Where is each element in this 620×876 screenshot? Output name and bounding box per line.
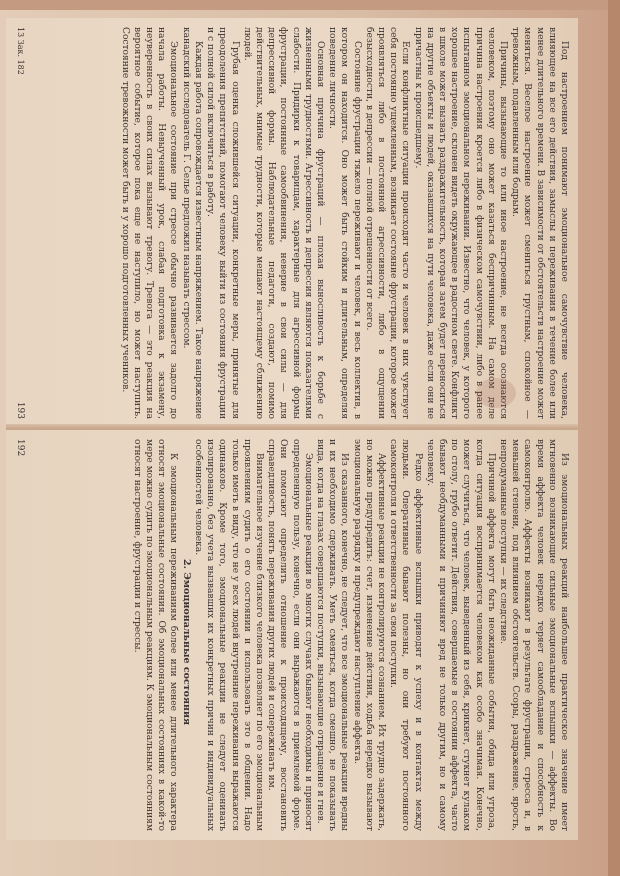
scan-edge-right xyxy=(608,0,620,876)
scan-edge-top xyxy=(0,0,620,10)
section-title: 2. Эмоциональные состояния xyxy=(180,558,192,726)
page-192 xyxy=(6,430,578,840)
paragraph: К эмоциональным переживаниям более или менее длительного характера относят эмоциональные состояния. Об эмоциональных состояниях в какой-то мере можно судить по эмоциональным реакциям. К эмоциональным состояниям относят настроение, фрустрации и стрессы. xyxy=(131,439,179,831)
paragraph: Основная причина фрустраций — плохая выносливость к борьбе с жизненными трудностями. Агрессивность и депрессия являются показателями слабости. Придирки к товарищам, характерные для агрессивной формы фрустрации, постоянные самообвинения, неверие в свои силы — для депрессивной формы. Наблюдательные педагоги, создают, помимо действительных, мнимые трудности, которые мешают настоящему сближению людей. xyxy=(241,27,325,419)
paragraph: Под настроением понимают эмоциональное самочувствие человека, влияющее на все его действия, замыслы и переживания в течение более или менее длительного времени. В зависимости от обстоятельств настроение может меняться. Веселое настроение может смениться грустным, спокойное — тревожным, подавленным или бодрым. xyxy=(510,27,569,419)
paragraph: Грубая оценка сложившейся ситуации, конкретные меры, принятые для преодоления препятствий, помогают человеку выйти из состояния фрустрации и с полной силой включиться в работу. xyxy=(205,27,240,419)
page-193 xyxy=(6,18,578,428)
paragraph: Если конфликтные ситуации происходят часто и человек в них чувствует себя постоянно ущемленным, возникает состояние фрустрации, которое может проявляться либо в постоянной агрессивности, либо в ощущении безысходности, в депрессии — полной отрешенности от всего. xyxy=(363,27,411,419)
page-number: 193 xyxy=(15,401,26,419)
paragraph: Внимательное изучение близкого человека позволяет по его эмоциональным проявлениям судить о его состоянии и использовать это в общении. Надо только иметь в виду, что не у всех людей внутренние переживания выражаются одинаково. Кроме того, эмоциональные реакции не следует оценивать изолированно, без учета вызвавших их конкретных причин и индивидуальных особенностей человека. xyxy=(192,439,264,831)
paragraph: Причины, вызывающие то или иное настроение, не всегда осознаются человеком, поэтому оно может казаться беспричинным. На самом деле причина настроения кроется либо в физическом самочувствии, либо в ранее испытанном эмоциональном переживании. Известно, что человек, у которого хорошее настроение, склонен видеть окружающее в радостном свете. Конфликт в школе может вызвать раздражительность, которая затем будет переноситься на другие объекты и людей, оказавшихся на пути человека, даже если они не причастны к происшедшему. xyxy=(412,27,508,419)
page-192-text xyxy=(14,439,570,831)
paragraph: Редко аффективные вспышки приводят к успеху и в контактах между людьми. Оперативные бывают полезны, но они требуют постоянного самоконтроля и ответственности за свои поступки. xyxy=(388,439,423,831)
page-193-text xyxy=(14,27,570,419)
paragraph: Аффективные реакции не контролируются сознанием. Их трудно задержать, но можно предупредить: счет, изменение действия, ходьба нередко вызывают эмоциональную разрядку и предупреждают наступление аффекта. xyxy=(351,439,386,831)
paper-stain xyxy=(476,378,516,408)
page-footer xyxy=(14,439,28,831)
paragraph: Эмоциональное состояние при стрессе обычно развивается задолго до начала работы. Невыученный урок, слабая подготовка к экзамену, неуверенность в своих силах вызывают тревогу. Тревога — это реакция на вероятное событие, которое пока еще не наступило, но может наступить. Состояние тревожности может быть и у хорошо подготовленных учеников. xyxy=(119,27,179,419)
page-number: 192 xyxy=(15,439,26,457)
paragraph: Состояние фрустрации тяжело переживают и человек, и весь коллектив, в котором он находится. Оно может быть стойким и длительным, определяя поведение личности. xyxy=(327,27,362,419)
paragraph: Каждая работа сопровождается известным напряжением. Такое напряжение канадский исследователь Г. Селье предложил называть стрессом. xyxy=(180,27,203,419)
paragraph: Из сказанного, конечно, не следует, что все эмоциональные реакции вредны и их необходимо сдерживать. Уметь смеяться, когда смешно, не показывать вида, когда на глазах совершаются поступки, вызывающие отвращение и гнев. xyxy=(314,439,350,831)
paragraph: Эмоциональные реакции во многих случаях бывают необходимы и приносят определенную пользу, конечно, если они выражаются в приемлемой форме. Они помогают определить отношение к происходящему, восстановить справедливость, понять переживания других людей и сопереживать им. xyxy=(266,439,313,831)
paragraph: Причиной аффекта могут быть неожиданные события, обида или угроза, когда ситуация воспринимается человеком как особо значимая. Конечно, может случиться, что человек, выведенный из себя, крикнет, стукнет кулаком по столу, грубо ответит. Действия, совершаемые в состоянии аффекта, часто бывают необдуманными и причиняют вред не только другим, но и самому человеку. xyxy=(424,439,496,831)
page-footer xyxy=(14,27,28,419)
print-signature: 13 Зак. 182 xyxy=(16,27,26,75)
paragraph: Из эмоциональных реакций наибольшее практическое значение имеет мгновенно возникающие сильные эмоциональные вспышки — аффекты. Во время аффекта человек нередко теряет самообладание и способность к самоконтролю. Аффекты возникают в результате фрустрации, стресса и, в меньшей степени, под влиянием обстоятельств. Ссоры, раздражение, ярость, непродуманные поступки — их следствие. xyxy=(497,439,569,831)
